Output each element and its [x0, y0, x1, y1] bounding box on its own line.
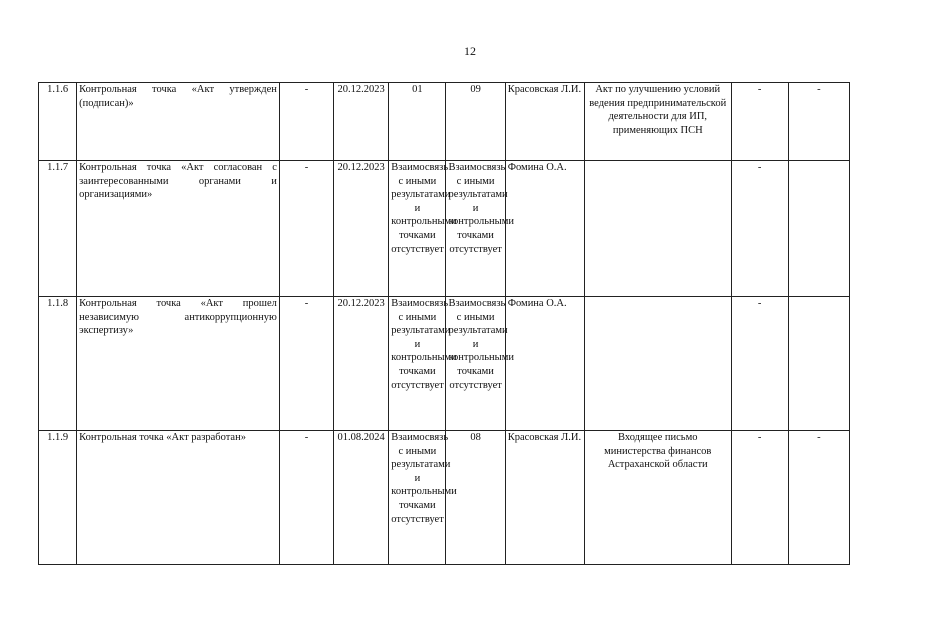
- checkpoint-name: Контрольная точка «Акт разработан»: [77, 431, 280, 565]
- table-row: [39, 83, 850, 161]
- confirming-document: [584, 297, 731, 431]
- base-value: -: [279, 297, 333, 431]
- responsible-person: Фомина О.А.: [505, 161, 584, 297]
- extra-col-c: -: [731, 161, 788, 297]
- responsible-person: Красовская Л.И.: [505, 83, 584, 161]
- confirming-document: Акт по улучшению условий ведения предпринимательской деятельности для ИП, применяющих ПСН: [584, 83, 731, 161]
- extra-col-d: -: [788, 431, 849, 565]
- link-predecessor: Взаимосвязь с иными результатами и контрольными точками отсутствует: [389, 431, 446, 565]
- checkpoint-name: Контрольная точка «Акт прошел независимую антикоррупционную экспертизу»: [77, 297, 280, 431]
- deadline-date: 20.12.2023: [334, 83, 389, 161]
- base-value: -: [279, 83, 333, 161]
- row-number: 1.1.9: [39, 431, 77, 565]
- table-row: [39, 297, 850, 431]
- link-predecessor: 01: [389, 83, 446, 161]
- table-row: [39, 161, 850, 297]
- checkpoint-name: Контрольная точка «Акт утвержден (подписан)»: [77, 83, 280, 161]
- row-number: 1.1.8: [39, 297, 77, 431]
- link-predecessor: Взаимосвязь с иными результатами и контрольными точками отсутствует: [389, 297, 446, 431]
- extra-col-d: -: [788, 83, 849, 161]
- page-number: 12: [464, 44, 476, 58]
- table-row: [39, 431, 850, 565]
- extra-col-c: -: [731, 297, 788, 431]
- confirming-document: [584, 161, 731, 297]
- responsible-person: Фомина О.А.: [505, 297, 584, 431]
- row-number: 1.1.6: [39, 83, 77, 161]
- checkpoints-table: [38, 82, 850, 565]
- base-value: -: [279, 431, 333, 565]
- link-predecessor: Взаимосвязь с иными результатами и контрольными точками отсутствует: [389, 161, 446, 297]
- link-successor: Взаимосвязь с иными результатами и контрольными точками отсутствует: [446, 161, 505, 297]
- row-number: 1.1.7: [39, 161, 77, 297]
- confirming-document: Входящее письмо министерства финансов Астраханской области: [584, 431, 731, 565]
- link-successor: Взаимосвязь с иными результатами и контрольными точками отсутствует: [446, 297, 505, 431]
- responsible-person: Красовская Л.И.: [505, 431, 584, 565]
- extra-col-d: [788, 297, 849, 431]
- extra-col-c: -: [731, 83, 788, 161]
- deadline-date: 20.12.2023: [334, 161, 389, 297]
- deadline-date: 20.12.2023: [334, 297, 389, 431]
- deadline-date: 01.08.2024: [334, 431, 389, 565]
- link-successor: 08: [446, 431, 505, 565]
- extra-col-c: -: [731, 431, 788, 565]
- checkpoint-name: Контрольная точка «Акт согласован с заинтересованными органами и организациями»: [77, 161, 280, 297]
- base-value: -: [279, 161, 333, 297]
- extra-col-d: [788, 161, 849, 297]
- link-successor: 09: [446, 83, 505, 161]
